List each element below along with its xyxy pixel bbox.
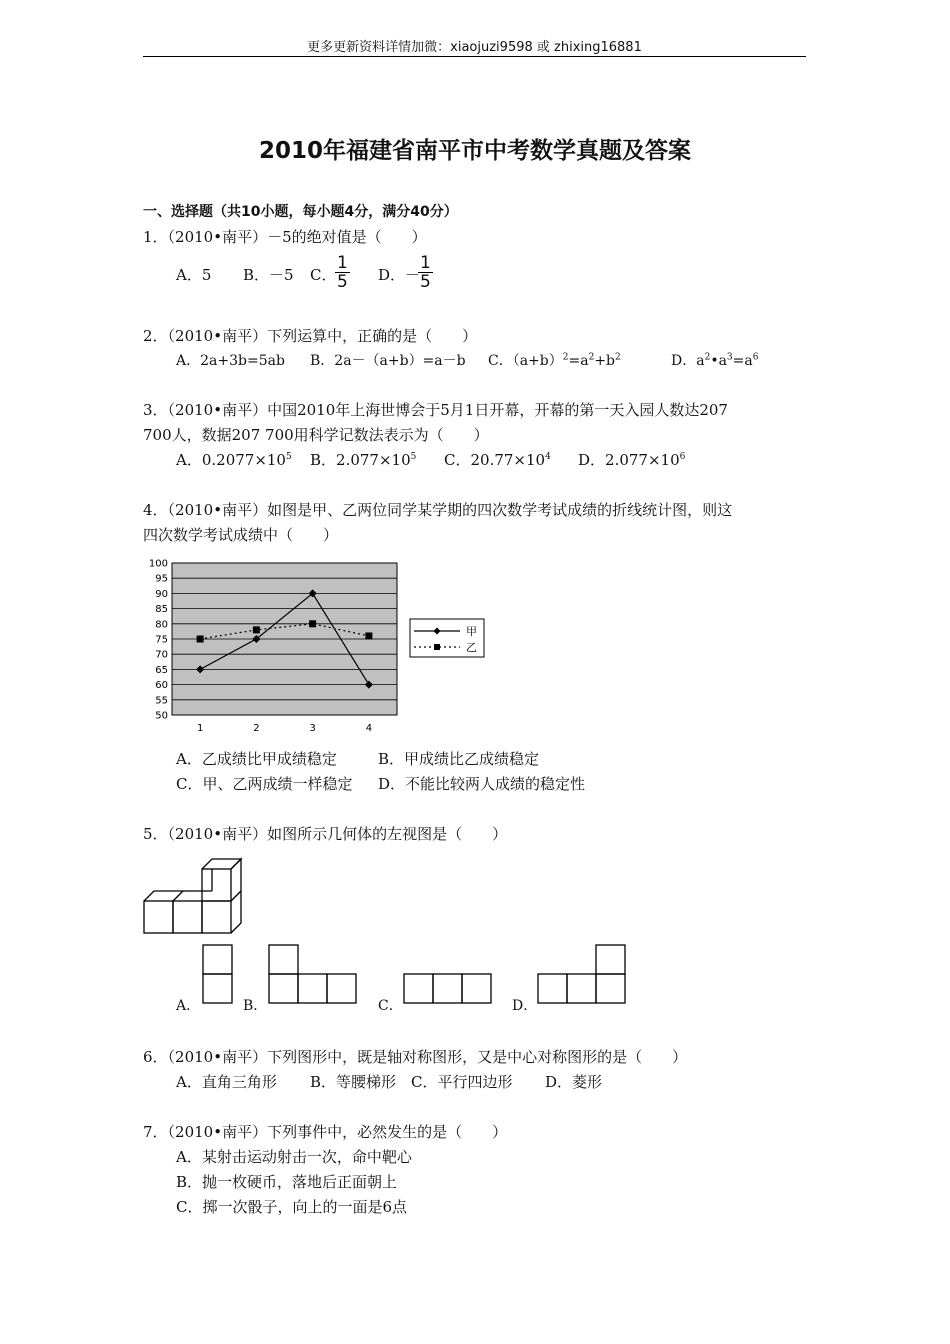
data-point-square bbox=[365, 632, 372, 639]
header-divider bbox=[143, 56, 806, 57]
fraction-numerator: 1 bbox=[420, 253, 431, 273]
y-tick-label: 90 bbox=[155, 588, 168, 600]
q7-option-a: A．某射击运动射击一次，命中靶心 bbox=[176, 1148, 412, 1166]
q4-option-c: C．甲、乙两成绩一样稳定 bbox=[176, 775, 353, 793]
q5-option-c-view bbox=[403, 973, 493, 1006]
q5-option-c-label: C． bbox=[378, 998, 403, 1014]
q2-option-b: B．2a－（a+b）=a－b bbox=[310, 353, 466, 369]
y-tick-label: 70 bbox=[155, 649, 168, 661]
fraction-denominator: 5 bbox=[337, 272, 348, 292]
y-tick-label: 80 bbox=[155, 619, 168, 631]
page-title: 2010年福建省南平市中考数学真题及答案 bbox=[258, 138, 691, 164]
page-header: 更多更新资料详情加微：xiaojuzi9598 或 zhixing16881 bbox=[307, 40, 642, 55]
section-heading: 一、选择题（共10小题，每小题4分，满分40分） bbox=[143, 204, 458, 220]
q5-option-a-view bbox=[202, 944, 234, 1006]
x-tick-label: 3 bbox=[309, 723, 316, 734]
legend-label: 甲 bbox=[466, 625, 477, 638]
q5-option-d-view bbox=[537, 944, 627, 1006]
q1-stem: 1．（2010•南平）－5的绝对值是（ ） bbox=[143, 228, 427, 246]
y-tick-label: 100 bbox=[148, 558, 168, 570]
q4-stem-line1: 4．（2010•南平）如图是甲、乙两位同学某学期的四次数学考试成绩的折线统计图，则这 bbox=[143, 501, 733, 519]
geometry-solid-figure bbox=[140, 855, 250, 937]
score-line-chart bbox=[140, 555, 490, 735]
legend-label: 乙 bbox=[466, 641, 477, 654]
data-point-square bbox=[253, 626, 260, 633]
q1-option-b: B．－5 bbox=[243, 266, 294, 284]
fraction-numerator: 1 bbox=[337, 253, 348, 273]
q2-stem: 2．（2010•南平）下列运算中，正确的是（ ） bbox=[143, 327, 478, 345]
q7-option-c: C．掷一次骰子，向上的一面是6点 bbox=[176, 1198, 408, 1216]
q1-option-a: A．5 bbox=[176, 266, 212, 284]
y-tick-label: 65 bbox=[155, 664, 168, 676]
y-tick-label: 75 bbox=[155, 634, 168, 646]
q4-option-a: A．乙成绩比甲成绩稳定 bbox=[176, 750, 337, 768]
q3-option-a: A．$0.2077\times 10^5$ bbox=[176, 451, 292, 469]
q2-option-c: C．$(a+b)^2=a^2+b^2$ bbox=[488, 352, 621, 369]
x-tick-label: 2 bbox=[253, 723, 260, 734]
q6-option-c: C．平行四边形 bbox=[411, 1073, 513, 1091]
q6-option-a: A．直角三角形 bbox=[176, 1073, 277, 1091]
data-point-square bbox=[309, 620, 316, 627]
y-tick-label: 85 bbox=[155, 604, 168, 616]
q5-stem: 5．（2010•南平）如图所示几何体的左视图是（ ） bbox=[143, 825, 508, 843]
q1-option-d: D．－ bbox=[378, 266, 421, 284]
q3-stem-line2: 700人，数据207 700用科学记数法表示为（ ） bbox=[143, 426, 489, 444]
y-tick-label: 50 bbox=[155, 710, 168, 722]
x-tick-label: 4 bbox=[365, 723, 373, 734]
q3-stem-line1: 3．（2010•南平）中国2010年上海世博会于5月1日开幕，开幕的第一天入园人数达207 bbox=[143, 401, 728, 419]
q3-option-c: C．$20.77\times 10^4$ bbox=[444, 451, 551, 469]
q4-stem-line2: 四次数学考试成绩中（ ） bbox=[143, 526, 339, 544]
q3-option-b: B．$2.077\times 10^5$ bbox=[310, 451, 417, 469]
q3-option-d: D．$2.077\times 10^6$ bbox=[578, 451, 686, 469]
q7-option-b: B．抛一枚硬币，落地后正面朝上 bbox=[176, 1173, 398, 1191]
y-tick-label: 60 bbox=[155, 680, 168, 692]
y-tick-label: 55 bbox=[155, 695, 168, 707]
q6-stem: 6．（2010•南平）下列图形中，既是轴对称图形，又是中心对称图形的是（ ） bbox=[143, 1048, 688, 1066]
q2-option-a: A．2a+3b=5ab bbox=[176, 353, 285, 369]
q2-option-d: D．$a^2•a^3=a^6$ bbox=[671, 352, 759, 369]
q5-option-a-label: A． bbox=[176, 998, 201, 1014]
q5-option-b-view bbox=[268, 944, 358, 1006]
x-tick-label: 1 bbox=[196, 723, 204, 734]
fraction-denominator: 5 bbox=[420, 272, 431, 292]
q4-option-d: D．不能比较两人成绩的稳定性 bbox=[378, 775, 586, 793]
q1-option-d-fraction bbox=[418, 254, 433, 291]
q1-option-c: C． bbox=[310, 266, 337, 284]
q7-stem: 7．（2010•南平）下列事件中，必然发生的是（ ） bbox=[143, 1123, 508, 1141]
q6-option-b: B．等腰梯形 bbox=[310, 1073, 397, 1091]
q4-option-b: B．甲成绩比乙成绩稳定 bbox=[378, 750, 540, 768]
data-point-square bbox=[197, 636, 204, 643]
legend-marker-square bbox=[434, 644, 440, 650]
q5-option-d-label: D． bbox=[512, 998, 538, 1014]
q6-option-d: D．菱形 bbox=[545, 1073, 603, 1091]
q5-option-b-label: B． bbox=[243, 998, 268, 1014]
q1-option-c-fraction bbox=[335, 254, 350, 291]
y-tick-label: 95 bbox=[155, 573, 168, 585]
